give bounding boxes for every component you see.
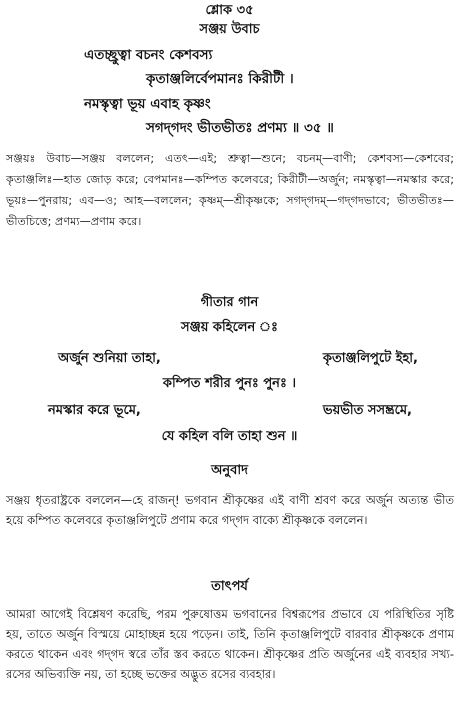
song-line-4: যে কহিল বলি তাহা শুন ॥ xyxy=(161,429,298,444)
verse-speaker: সঞ্জয় উবাচ xyxy=(199,22,260,37)
verse-line-1: এতচ্ছ্রুত্বা বচনং কেশবস্য xyxy=(84,47,213,63)
purport-heading: তাৎপর্য xyxy=(211,579,248,594)
song-line-1-right: কৃতাঞ্জলিপুটে ইহা, xyxy=(322,351,418,366)
purport-paragraph: আমরা আগেই বিশ্লেষণ করেছি, পরম পুরুষোত্তম ভগবানের বিশ্বরূপের প্রভাবে যে পরিস্থিতির সৃষ্টি হয়, তাতে অর্জুন বিস্ময়ে মোহাচ্ছন্ন হয়ে পড়েন। তাই, তিনি কৃতাঞ্জলিপুটে বারবার শ্রীকৃষ্ণকে প্রণাম করতে থাকেন এবং গদ্‌গদ স্বরে তাঁর স্তব করতে থাকেন। শ্রীকৃষ্ণের প্রতি অর্জুনের এই ব্যবহার সখ্য-রসের অভিব্যক্তি নয়, তা হচ্ছে ভক্তের অদ্ভুত রসের ব্যবহার। xyxy=(6,607,454,681)
synonyms-paragraph: সঞ্জয়ঃ উবাচ—সঞ্জয় বললেন; এতৎ—এই; শ্রুত্বা—শুনে; বচনম্—বাণী; কেশবস্য—কেশবের; কৃতাঞ্জলিঃ—হাত জোড় করে; বেপমানঃ—কম্পিত কলেবরে; কিরীটী—অর্জুন; নমস্কৃত্বা—নমস্কার করে; ভূয়ঃ—পুনরায়; এব—ও; আহ—বললেন; কৃষ্ণম্—শ্রীকৃষ্ণকে; সগদ্‌গদম্—গদ্‌গদভাবে; ভীতভীতঃ—ভীতচিত্তে; প্রণম্য—প্রণাম করে। xyxy=(6,152,454,228)
verse-line-3: নমস্কৃত্বা ভূয় এবাহ কৃষ্ণং xyxy=(84,96,211,112)
song-line-3-left: নমস্কার করে ভূমে, xyxy=(48,403,141,418)
song-line-3-right: ভয়ভীত সসম্ভ্রমে, xyxy=(322,403,412,418)
song-line-1 xyxy=(58,349,418,370)
translation-heading: অনুবাদ xyxy=(211,463,248,478)
song-subheading: সঞ্জয় কহিলেন ঃ xyxy=(181,320,278,335)
verse-line-2: কৃতাঞ্জলির্বেপমানঃ কিরীটী । xyxy=(146,71,294,87)
verse-heading: শ্লোক ৩৫ xyxy=(205,3,254,18)
song-line-1-left: অর্জুন শুনিয়া তাহা, xyxy=(58,351,161,366)
translation-paragraph: সঞ্জয় ধৃতরাষ্ট্রকে বললেন—হে রাজন্! ভগবান শ্রীকৃষ্ণের এই বাণী শ্রবণ করে অর্জুন অত্যন্ত ভীত হয়ে কম্পিত কলেবরে কৃতাঞ্জলিপুটে প্রণাম করে গদ্‌গদ বাক্যে শ্রীকৃষ্ণকে বললেন। xyxy=(6,493,454,527)
verse-line-4: সগদ্‌গদং ভীতভীতঃ প্রণম্য ॥ ৩৫ ॥ xyxy=(146,120,334,136)
song-line-3 xyxy=(48,401,412,422)
song-heading: গীতার গান xyxy=(200,295,259,310)
song-line-2: কম্পিত শরীর পুনঃ পুনঃ । xyxy=(162,376,297,391)
